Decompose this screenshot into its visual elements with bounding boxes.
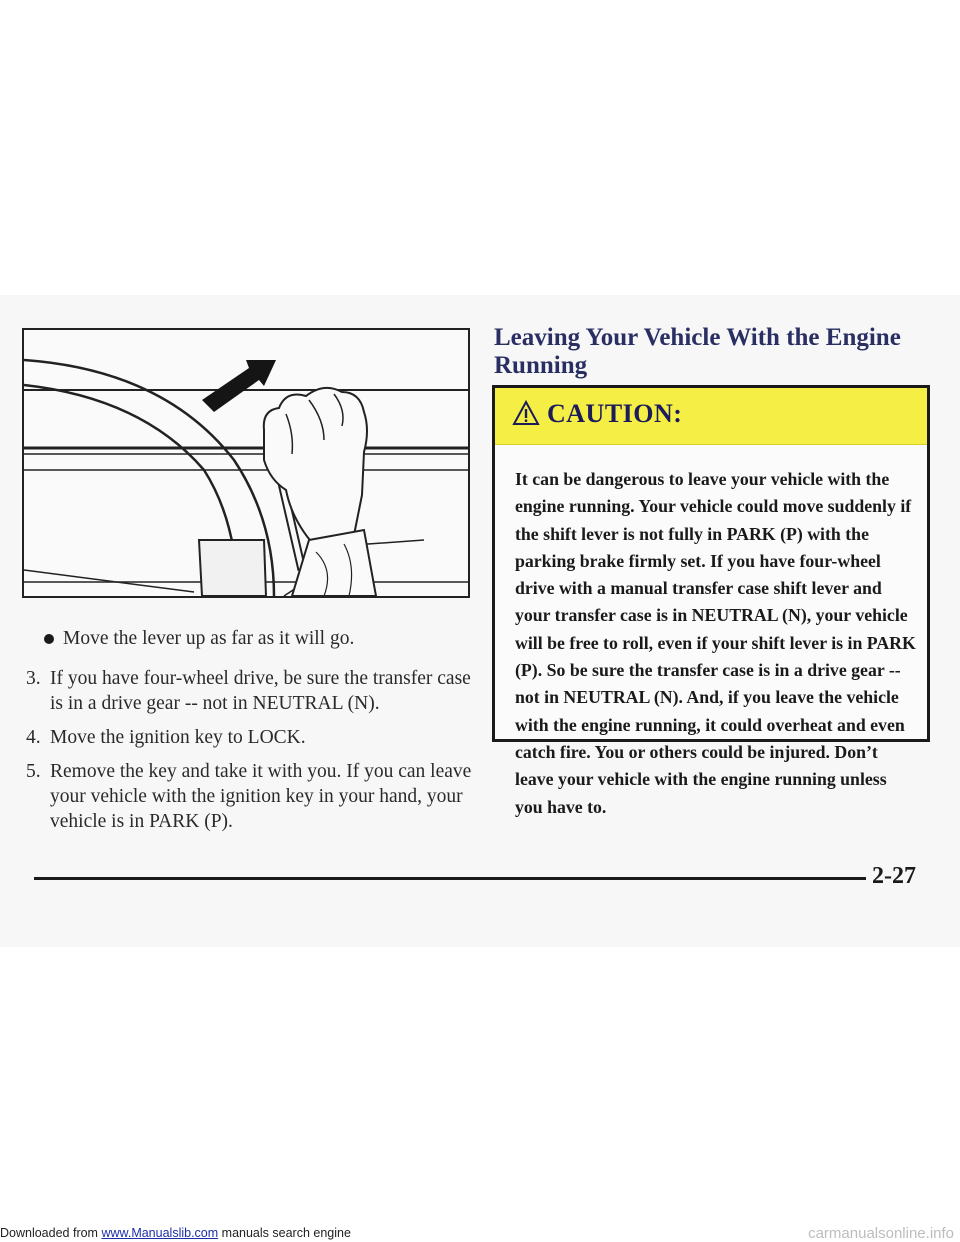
step-number: 4.: [26, 727, 41, 748]
bullet-dot-icon: [44, 634, 54, 644]
download-suffix: manuals search engine: [221, 1226, 351, 1240]
step-text: Move the ignition key to LOCK.: [50, 727, 306, 748]
caution-header: [495, 388, 927, 445]
step-number: 5.: [26, 761, 41, 782]
page-number: 2-27: [872, 863, 916, 889]
bullet-item: [63, 626, 473, 652]
manualslib-link[interactable]: www.Manualslib.com: [101, 1226, 219, 1240]
caution-label: CAUTION:: [547, 399, 683, 428]
bullet-text: Move the lever up as far as it will go.: [63, 628, 355, 649]
shift-lever-illustration: [22, 328, 470, 598]
instruction-steps: [26, 666, 476, 843]
footer-rule: [34, 877, 866, 880]
caution-text: It can be dangerous to leave your vehicle with the engine running. Your vehicle could move suddenly if the shift lever is not fully in PARK (P) with the parking brake firmly set. If you have four-wheel drive with a manual transfer case shift lever and your transfer case is in NEUTRAL (N), your vehicle will be free to roll, even if your shift lever is in PARK (P). So be sure the transfer case is in a drive gear -- not in NEUTRAL (N). And, if you leave the vehicle with the engine running, it could overheat and even catch fire. You or others could be injured. Don’t leave your vehicle with the engine running unless you have to.: [515, 469, 916, 817]
hand-on-lever-drawing: [24, 330, 468, 596]
download-footer: [0, 1225, 960, 1242]
section-title: Leaving Your Vehicle With the Engine Running: [494, 324, 901, 379]
step-item: [26, 666, 476, 716]
step-item: [26, 759, 476, 834]
download-prefix: Downloaded from: [0, 1226, 98, 1240]
watermark-text: carmanualsonline.info: [808, 1225, 954, 1242]
step-text: If you have four-wheel drive, be sure the transfer case is in a drive gear -- not in NEUTRAL (N).: [50, 668, 471, 714]
warning-triangle-icon: [512, 400, 540, 426]
step-text: Remove the key and take it with you. If you can leave your vehicle with the ignition key in your hand, your vehicle is in PARK (P).: [50, 761, 472, 832]
step-item: [26, 725, 476, 750]
step-number: 3.: [26, 668, 41, 689]
caution-box: [492, 385, 930, 817]
